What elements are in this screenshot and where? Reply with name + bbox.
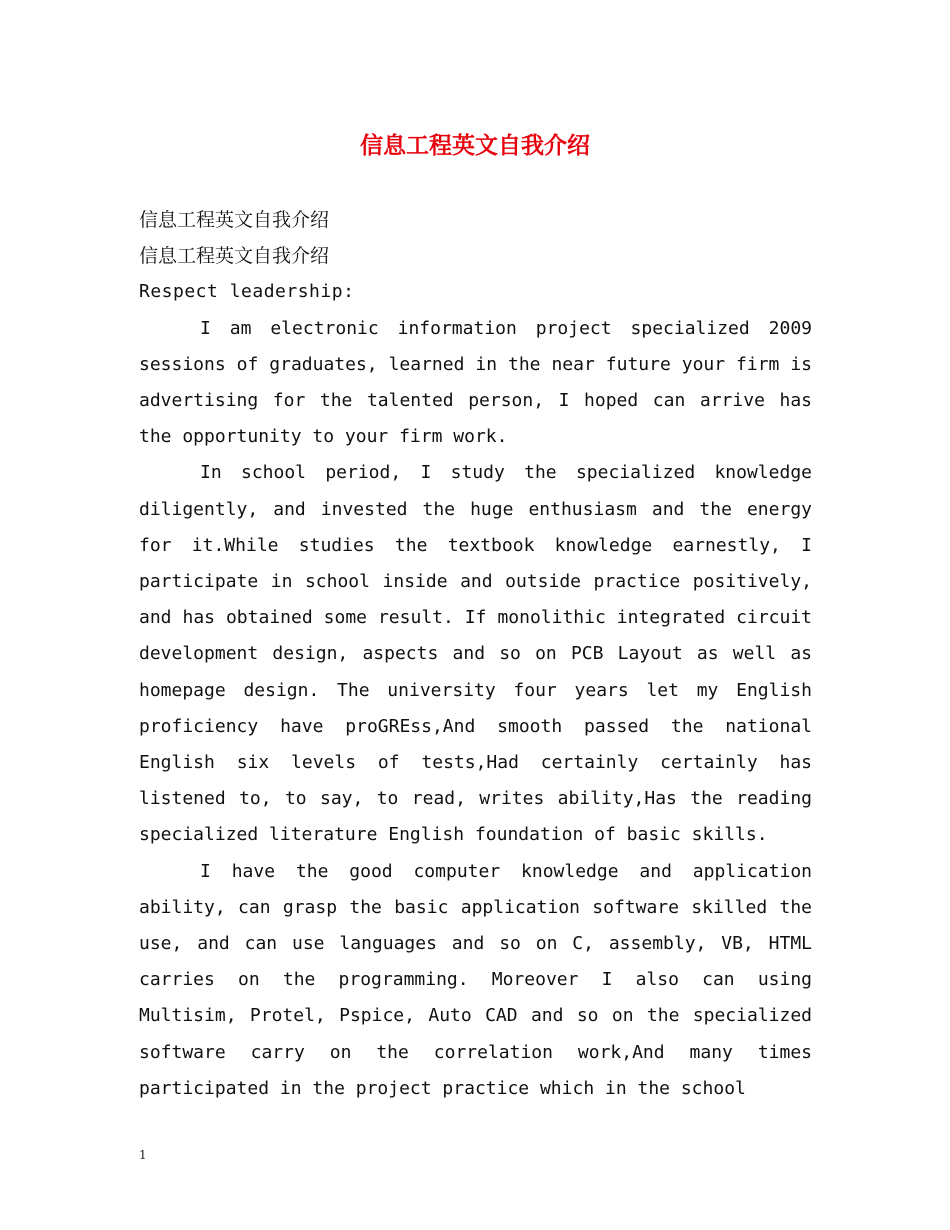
- paragraph-computer-skills: I have the good computer knowledge and application ability, can grasp the basic application software skilled the use, and can use languages and so on C, assembly, VB, HTML carries on the programming. Moreover I also can using Multisim, Protel, Pspice, Auto CAD and so on the specialized software carry on the correlation work,And many times participated in the project practice which in the school: [139, 860, 812, 1099]
- page-number: 1: [139, 1148, 147, 1162]
- paragraph-intro: I am electronic information project specialized 2009 sessions of graduates, learned in the near future your firm is advertising for the talented person, I hoped can arrive has the opportunity to your firm work.: [139, 317, 812, 448]
- document-body: [139, 202, 812, 1107]
- subheading-1: 信息工程英文自我介绍: [139, 209, 330, 231]
- document-title: 信息工程英文自我介绍: [360, 132, 590, 159]
- paragraph-school-period: In school period, I study the specialized knowledge diligently, and invested the huge enthusiasm and the energy for it.While studies the textbook knowledge earnestly, I participate in school inside and outside practice positively, and has obtained some result. If monolithic integrated circuit development design, aspects and so on PCB Layout as well as homepage design. The university four years let my English proficiency have proGREss,And smooth passed the national English six levels of tests,Had certainly certainly has listened to, to say, to read, writes ability,Has the reading specialized literature English foundation of basic skills.: [139, 462, 812, 846]
- greeting-line: Respect leadership:: [139, 281, 355, 303]
- subheading-2: 信息工程英文自我介绍: [139, 245, 330, 268]
